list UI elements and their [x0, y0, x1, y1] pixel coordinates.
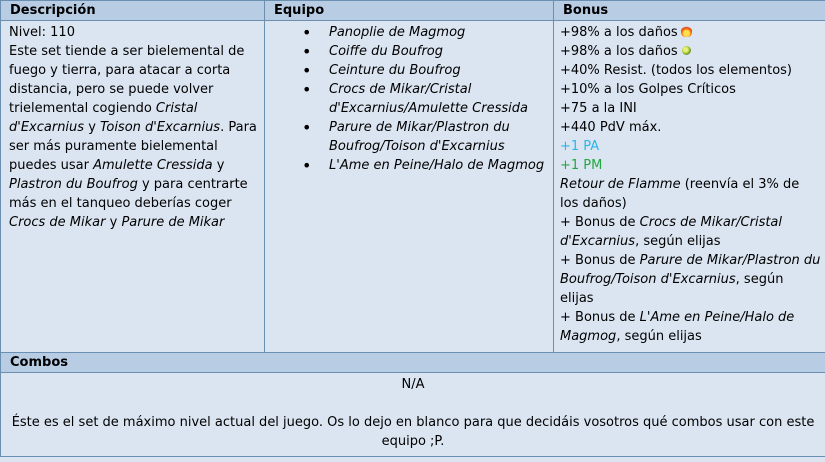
bonus-pm: +1 PM — [560, 158, 603, 173]
bonus-set-3-post: , según elijas — [616, 329, 702, 344]
bonus-retour-name: Retour de Flamme — [560, 177, 681, 192]
equipo-list — [273, 23, 549, 175]
bonus-set-2-items: Parure de Mikar/Plastron du Boufrog/Toison d'Excarnius — [560, 253, 821, 287]
descripcion-cell — [1, 21, 265, 353]
bonus-set-3 — [560, 308, 821, 346]
desc-text-y3: y — [105, 215, 122, 230]
combos-text: Éste es el set de máximo nivel actual del juego. Os lo dejo en blanco para que decidáis vosotros qué combos usar con este equipo ;P. — [11, 415, 815, 449]
combos-na: N/A — [401, 377, 425, 392]
equipo-cell — [265, 21, 554, 353]
header-descripcion: Descripción — [1, 1, 265, 21]
header-row — [1, 1, 825, 21]
bonus-resist: +40% Resist. (todos los elementos) — [560, 63, 792, 78]
desc-text-y1: y — [84, 120, 101, 135]
combos-spacer — [11, 394, 815, 413]
desc-text-y2: y — [212, 158, 225, 173]
desc-item-crocs: Crocs de Mikar — [9, 215, 106, 230]
nivel-text: Nivel: 110 — [9, 25, 75, 40]
combos-cell — [1, 373, 825, 457]
desc-item-cristal: Cristal d'Excarnius — [9, 101, 198, 135]
header-equipo: Equipo — [265, 1, 554, 21]
bonus-crit: +10% a los Golpes Críticos — [560, 82, 736, 97]
desc-item-parure: Parure de Mikar — [121, 215, 225, 230]
header-combos: Combos — [1, 353, 825, 373]
desc-text-3: y para centrarte más en el tanqueo deberías coger — [9, 177, 248, 211]
bonus-set-1-items: Crocs de Mikar/Cristal d'Excarnius — [560, 215, 783, 249]
bonus-set-1 — [560, 213, 821, 251]
equipo-item: • L'Ame en Peine/Halo de Magmog — [273, 156, 549, 175]
bonus-ini: +75 a la INI — [560, 101, 637, 116]
equipo-item: • Ceinture du Boufrog — [273, 61, 549, 80]
content-row — [1, 21, 825, 353]
bonus-fire — [560, 23, 821, 42]
bonus-retour — [560, 175, 821, 213]
combos-row — [1, 373, 825, 457]
bonus-cell — [554, 21, 825, 353]
bonus-set-2 — [560, 251, 821, 308]
fire-icon — [681, 25, 692, 37]
combos-header-row — [1, 353, 825, 373]
bonus-earth-text: +98% a los daños — [560, 44, 678, 59]
bonus-set-3-pre: + Bonus de — [560, 310, 640, 325]
desc-item-toison: Toison d'Excarnius — [100, 120, 221, 135]
desc-text-1: Este set tiende a ser bielemental de fuego y tierra, para atacar a corta distancia, pero se puede volver trielemental cogiendo — [9, 44, 245, 116]
equipo-item: • Parure de Mikar/Plastron du Boufrog/Toison d'Excarnius — [273, 118, 549, 156]
bonus-set-1-pre: + Bonus de — [560, 215, 640, 230]
header-bonus: Bonus — [554, 1, 825, 21]
equipo-item: • Panoplie de Magmog — [273, 23, 549, 42]
bonus-pa: +1 PA — [560, 139, 600, 154]
bonus-pdv: +440 PdV máx. — [560, 120, 662, 135]
desc-item-plastron: Plastron du Boufrog — [9, 177, 138, 192]
equipo-item: • Coiffe du Boufrog — [273, 42, 549, 61]
desc-text-2: . Para ser más puramente bielemental puedes usar — [9, 120, 257, 173]
bonus-fire-text: +98% a los daños — [560, 25, 678, 40]
bonus-set-2-post: , según elijas — [560, 272, 784, 306]
bonus-earth — [560, 42, 821, 61]
bonus-retour-desc: (reenvía el 3% de los daños) — [560, 177, 800, 211]
bonus-set-2-pre: + Bonus de — [560, 253, 640, 268]
bonus-set-3-items: L'Ame en Peine/Halo de Magmog — [560, 310, 795, 344]
descripcion-paragraph — [9, 42, 260, 232]
bonus-set-1-post: , según elijas — [635, 234, 721, 249]
desc-item-amulette: Amulette Cressida — [93, 158, 213, 173]
earth-icon — [682, 46, 691, 55]
equipo-item: • Crocs de Mikar/Cristal d'Excarnius/Amulette Cressida — [273, 80, 549, 118]
